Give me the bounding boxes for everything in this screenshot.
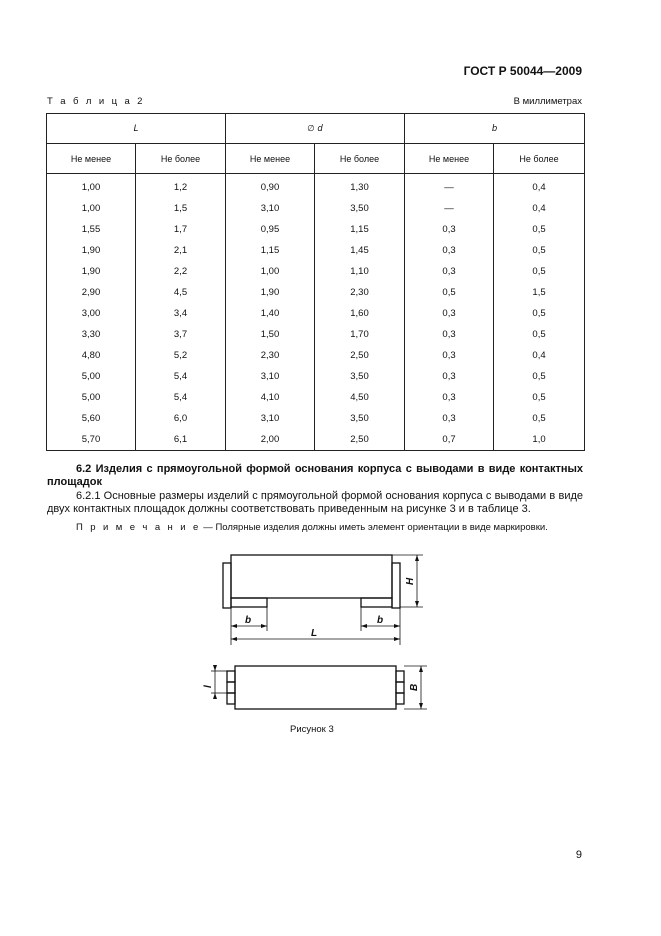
- label-b-right: b: [377, 615, 384, 626]
- note-label: П р и м е ч а н и е: [76, 522, 201, 533]
- note: [76, 522, 548, 533]
- table-row: [47, 282, 585, 303]
- label-b-width: B: [409, 683, 420, 691]
- subheader-cell: Не менее: [47, 144, 136, 174]
- table-body: [47, 174, 585, 451]
- table-caption: Т а б л и ц а 2: [47, 96, 145, 107]
- table-units: В миллиметрах: [513, 96, 582, 107]
- left-terminal-top: [227, 671, 235, 682]
- table-cell: 1,15: [315, 219, 405, 240]
- table-cell: 0,3: [405, 408, 494, 429]
- table-cell: 1,5: [136, 198, 226, 219]
- table-cell: 1,90: [47, 261, 136, 282]
- table-cell: 3,10: [226, 408, 315, 429]
- table-row: [47, 366, 585, 387]
- table-cell: 2,90: [47, 282, 136, 303]
- group-header-d: ∅ d: [226, 114, 405, 144]
- table-cell: 0,5: [494, 261, 585, 282]
- table-cell: 1,7: [136, 219, 226, 240]
- table-cell: 5,60: [47, 408, 136, 429]
- table-cell: 1,10: [315, 261, 405, 282]
- table-cell: 3,30: [47, 324, 136, 345]
- table-cell: 3,50: [315, 366, 405, 387]
- table-cell: 1,45: [315, 240, 405, 261]
- table-cell: 0,3: [405, 219, 494, 240]
- table-row: [47, 219, 585, 240]
- table-cell: 0,5: [405, 282, 494, 303]
- table-row: [47, 345, 585, 366]
- left-terminal-mid: [227, 682, 235, 693]
- table-cell: 1,60: [315, 303, 405, 324]
- subheader-cell: Не более: [494, 144, 585, 174]
- group-header-l: L: [47, 114, 226, 144]
- table-cell: 3,10: [226, 198, 315, 219]
- table-row: [47, 198, 585, 219]
- table-row: [47, 387, 585, 408]
- component-body-side: [231, 555, 392, 598]
- table-cell: 2,30: [315, 282, 405, 303]
- table-cell: 1,00: [47, 198, 136, 219]
- table-cell: 0,5: [494, 240, 585, 261]
- right-terminal-top: [396, 671, 404, 682]
- table-cell: 1,90: [47, 240, 136, 261]
- table-cell: 2,50: [315, 429, 405, 451]
- document-standard-header: ГОСТ Р 50044—2009: [463, 64, 582, 78]
- label-h: H: [405, 577, 416, 585]
- table-cell: 0,5: [494, 324, 585, 345]
- table-cell: 5,4: [136, 366, 226, 387]
- table-cell: 3,4: [136, 303, 226, 324]
- table-cell: 0,3: [405, 261, 494, 282]
- component-body-top: [235, 666, 396, 709]
- table-cell: 4,80: [47, 345, 136, 366]
- subheader-cell: Не более: [136, 144, 226, 174]
- table-cell: 0,5: [494, 408, 585, 429]
- table-cell: 5,00: [47, 387, 136, 408]
- table-cell: 5,2: [136, 345, 226, 366]
- table-cell: 3,7: [136, 324, 226, 345]
- right-terminal-mid: [396, 682, 404, 693]
- table-row: [47, 261, 585, 282]
- left-terminal-low: [227, 693, 235, 704]
- table-cell: 1,70: [315, 324, 405, 345]
- left-pad-bottom: [231, 598, 267, 607]
- table-cell: 1,5: [494, 282, 585, 303]
- table-cell: 0,95: [226, 219, 315, 240]
- label-l-small: l: [203, 685, 214, 688]
- section-title: 6.2 Изделия с прямоугольной формой основания корпуса с выводами в виде контактных площадок: [47, 463, 583, 488]
- table-row: [47, 429, 585, 451]
- subheader-cell: Не более: [315, 144, 405, 174]
- subheader-cell: Не менее: [226, 144, 315, 174]
- table-cell: 0,5: [494, 366, 585, 387]
- table-cell: 5,00: [47, 366, 136, 387]
- group-header-b: b: [405, 114, 585, 144]
- dimensions-table: [46, 113, 585, 451]
- table-cell: 0,7: [405, 429, 494, 451]
- table-cell: 5,4: [136, 387, 226, 408]
- table-cell: 0,3: [405, 345, 494, 366]
- section-paragraph: 6.2.1 Основные размеры изделий с прямоугольной формой основания корпуса с выводами в виде двух контактных площадок должны соответствовать приведенным на рисунке 3 и в таблице 3.: [47, 490, 583, 515]
- right-terminal-side: [392, 563, 400, 608]
- table-cell: —: [405, 198, 494, 219]
- right-terminal-low: [396, 693, 404, 704]
- table-cell: 0,3: [405, 324, 494, 345]
- table-row: [47, 303, 585, 324]
- table-cell: 1,15: [226, 240, 315, 261]
- table-cell: —: [405, 174, 494, 199]
- table-subheader-row: [47, 144, 585, 174]
- table-cell: 0,4: [494, 198, 585, 219]
- table-cell: 1,0: [494, 429, 585, 451]
- note-text: — Полярные изделия должны иметь элемент ориентации в виде маркировки.: [200, 522, 548, 533]
- table-cell: 1,00: [226, 261, 315, 282]
- table-cell: 0,3: [405, 366, 494, 387]
- table-cell: 2,2: [136, 261, 226, 282]
- table-cell: 0,90: [226, 174, 315, 199]
- table-cell: 3,00: [47, 303, 136, 324]
- table-row: [47, 174, 585, 199]
- table-cell: 0,5: [494, 387, 585, 408]
- table-cell: 1,90: [226, 282, 315, 303]
- table-cell: 2,30: [226, 345, 315, 366]
- table-cell: 1,40: [226, 303, 315, 324]
- table-cell: 0,3: [405, 303, 494, 324]
- table-cell: 0,3: [405, 240, 494, 261]
- figure-caption: Рисунок 3: [290, 724, 334, 735]
- table-cell: 4,10: [226, 387, 315, 408]
- table-cell: 5,70: [47, 429, 136, 451]
- table-cell: 1,50: [226, 324, 315, 345]
- table-cell: 0,3: [405, 387, 494, 408]
- label-b-left: b: [245, 615, 252, 626]
- table-cell: 2,50: [315, 345, 405, 366]
- table-cell: 0,5: [494, 219, 585, 240]
- table-cell: 1,2: [136, 174, 226, 199]
- page-number: 9: [575, 849, 582, 861]
- table-row: [47, 240, 585, 261]
- right-pad-bottom: [361, 598, 392, 607]
- table-row: [47, 324, 585, 345]
- table-cell: 1,30: [315, 174, 405, 199]
- table-cell: 3,50: [315, 408, 405, 429]
- table-cell: 1,00: [47, 174, 136, 199]
- table-cell: 6,1: [136, 429, 226, 451]
- table-cell: 3,50: [315, 198, 405, 219]
- table-row: [47, 408, 585, 429]
- table-cell: 4,5: [136, 282, 226, 303]
- table-cell: 4,50: [315, 387, 405, 408]
- left-terminal-side: [223, 563, 231, 608]
- table-cell: 6,0: [136, 408, 226, 429]
- table-cell: 2,00: [226, 429, 315, 451]
- table-cell: 3,10: [226, 366, 315, 387]
- component-drawing: [195, 545, 445, 720]
- label-l: L: [311, 628, 318, 639]
- table-group-header-row: [47, 114, 585, 144]
- table-cell: 0,4: [494, 174, 585, 199]
- table-cell: 2,1: [136, 240, 226, 261]
- table-cell: 0,4: [494, 345, 585, 366]
- table-cell: 1,55: [47, 219, 136, 240]
- subheader-cell: Не менее: [405, 144, 494, 174]
- table-cell: 0,5: [494, 303, 585, 324]
